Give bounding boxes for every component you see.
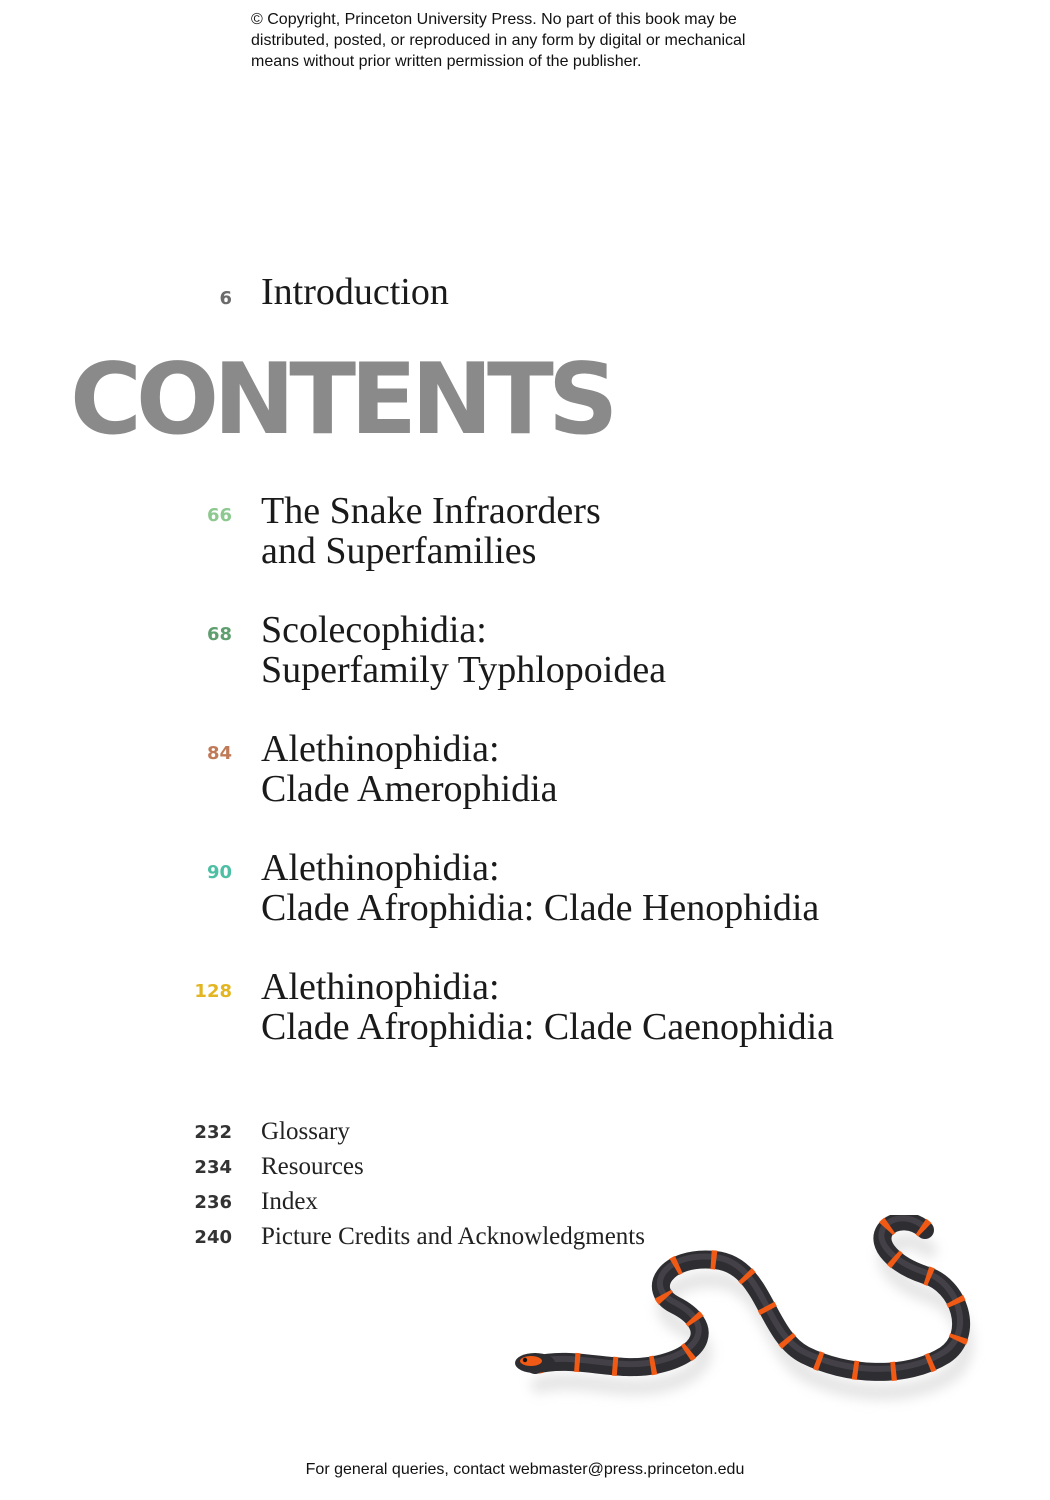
entry-title: Index [261, 1188, 318, 1215]
toc-entry-chapter[interactable] [0, 729, 1050, 819]
footer-contact: For general queries, contact webmaster@press.princeton.edu [305, 1461, 745, 1478]
snake-photo [505, 1215, 985, 1440]
entry-title [261, 967, 834, 1047]
copyright-line: distributed, posted, or reproduced in any form by digital or mechanical [251, 32, 746, 49]
page-number: 128 [194, 981, 232, 1002]
entry-title-line: Scolecophidia: [261, 609, 487, 651]
copyright-line: © Copyright, Princeton University Press. No part of this book may be [251, 11, 737, 28]
entry-title: Introduction [261, 271, 449, 313]
entry-title [261, 491, 601, 571]
contents-heading: CONTENTS [70, 343, 613, 457]
entry-title-line: Alethinophidia: [261, 728, 500, 770]
copyright-notice [251, 9, 851, 72]
entry-title-line: Alethinophidia: [261, 966, 500, 1008]
page-number: 68 [206, 624, 232, 645]
entry-title-line: Clade Afrophidia: Clade Caenophidia [261, 1006, 835, 1048]
page-number: 232 [194, 1122, 232, 1143]
toc-entry-introduction[interactable] [0, 270, 1050, 320]
page-number: 90 [206, 862, 232, 883]
entry-title-line: and Superfamilies [261, 530, 537, 572]
entry-title-line: The Snake Infraorders [261, 490, 601, 532]
toc-entry-resources[interactable] [0, 1152, 800, 1182]
page-number: 240 [194, 1227, 232, 1248]
entry-title: Picture Credits and Acknowledgments [261, 1223, 645, 1250]
page-number: 84 [206, 743, 232, 764]
copyright-line: means without prior written permission of the publisher. [251, 53, 642, 70]
page-number: 236 [194, 1192, 232, 1213]
entry-title [261, 848, 819, 928]
toc-entry-chapter[interactable] [0, 491, 1050, 581]
entry-title: Resources [261, 1153, 364, 1180]
entry-title [261, 610, 666, 690]
entry-title-line: Clade Afrophidia: Clade Henophidia [261, 887, 820, 929]
entry-title-line: Alethinophidia: [261, 847, 500, 889]
toc-entry-chapter[interactable] [0, 848, 1050, 938]
entry-title [261, 729, 558, 809]
entry-title-line: Superfamily Typhlopoidea [261, 649, 667, 691]
page-number: 66 [206, 505, 232, 526]
entry-title-line: Clade Amerophidia [261, 768, 558, 810]
toc-entry-index[interactable] [0, 1187, 800, 1217]
toc-entry-chapter[interactable] [0, 967, 1050, 1057]
entry-title: Glossary [261, 1118, 350, 1145]
page-number: 234 [194, 1157, 232, 1178]
toc-entry-glossary[interactable] [0, 1117, 800, 1147]
toc-entry-chapter[interactable] [0, 610, 1050, 700]
page-number: 6 [219, 288, 232, 309]
